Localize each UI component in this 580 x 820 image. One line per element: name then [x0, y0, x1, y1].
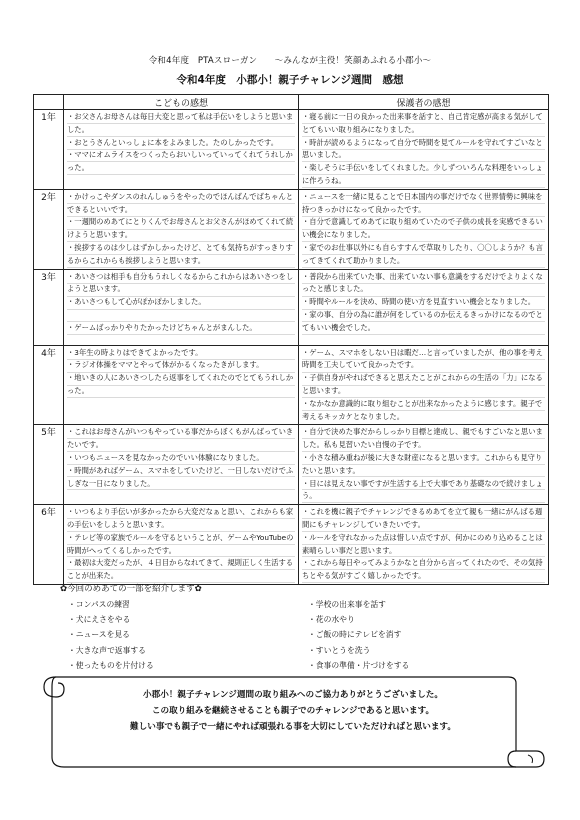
child-comment-cell	[64, 110, 299, 190]
child-comment-text: ・いつもより手伝いが多かったから大変だなぁと思い、これからも家の手伝いをしようと思います。 ・テレビ等の家族でルールを守るということが、ゲームやYouTubeの時間がへってくるしかったです。 ・最初は大変だったが、４日目からなれてきて、規則正しく生活することが出来た。	[67, 506, 295, 583]
goals-left-column	[68, 597, 308, 673]
child-comment-cell	[64, 505, 299, 585]
parent-comment-cell	[299, 110, 549, 190]
grade-cell: 2年	[34, 189, 64, 269]
parent-comment-cell	[299, 505, 549, 585]
pta-slogan: 令和4年度 PTAスローガン ～みんなが主役！笑顔あふれる小郡小～	[148, 56, 432, 66]
goals-intro: ✿今回のめあての一部を紹介します✿	[60, 584, 202, 594]
parent-column-header: 保護者の感想	[299, 95, 549, 110]
parent-comment-cell	[299, 345, 549, 425]
feedback-table	[33, 94, 549, 585]
closing-line: 難しい事でも親子で一緒にやれば頑張れる事を大切にしていただければと思います。	[130, 722, 456, 732]
parent-comment-text: ・自分で決めた事だからしっかり目標と達成し、親でもすごいなと思いました。私も見習いたい自慢の子です。 ・小さな積み重ねが後に大きな財産になると思います。これからも見守りたいと思います。 ・目には見えない事ですが生活する上で大事であり基礎なので続けましょう。	[302, 426, 545, 503]
goal-item: ・大きな声で返事する	[68, 645, 146, 655]
closing-message	[38, 687, 548, 735]
grade-cell: 1年	[34, 110, 64, 190]
parent-comment-cell	[299, 269, 549, 345]
child-comment-text: ・お父さんお母さんは毎日大変と思って私は手伝いをしようと思いました。 ・おとうさんといっしょに本をよみました。たのしかったです。 ・ママにオムライスをつくったらおいしいっていってくれてうれしかった。	[67, 111, 295, 175]
goals-list	[68, 597, 548, 673]
goal-item: ・花の水やり	[308, 615, 355, 625]
grade-cell: 5年	[34, 425, 64, 505]
table-row	[34, 345, 549, 425]
goal-item: ・犬にえさをやる	[68, 615, 131, 625]
table-row	[34, 425, 549, 505]
parent-comment-cell	[299, 425, 549, 505]
parent-comment-cell	[299, 189, 549, 269]
grade-cell: 3年	[34, 269, 64, 345]
goal-item: ・コンパスの練習	[68, 600, 130, 609]
goals-right-column	[308, 597, 409, 673]
grade-cell: 4年	[34, 345, 64, 425]
goal-item: ・ニュースを見る	[68, 630, 130, 640]
parent-comment-text: ・普段から出来ていた事、出来ていない事も意識をするだけでよりよくなったと感じました。 ・時間やルールを決め、時間の使い方を見直すいい機会となりました。 ・家の事、自分の為に誰が何をしているのか伝えるきっかけになるのでとてもいい機会でした。	[302, 271, 545, 335]
page-title: 令和4年度 小郡小！親子チャレンジ週間 感想	[176, 74, 404, 86]
grade-cell: 6年	[34, 505, 64, 585]
parent-comment-text: ・ニュースを一緒に見ることで日本国内の事だけでなく世界情勢に興味を持つきっかけになって良かったです。 ・自分で意識してめあてに取り組めていたので子供の成長を実感できるいい機会になりました。 ・家でのお仕事以外にも自らすすんで草取りしたり、〇〇しようか？も言ってきてくれて助かりました。	[302, 191, 545, 268]
parent-comment-text: ・これを機に親子でチャレンジできるめあてを立て親も一緒にがんばる週間にもチャレンジしていきたいです。 ・ルールを守れなかった点は惜しい点ですが、何かにのめり込めることは素晴らしい事だと思います。 ・これから毎日やってみようかなと自分から言ってくれたので、その気持ちとやる気がすごく嬉しかったです。	[302, 506, 545, 583]
goal-item: ・食事の準備・片づけをする	[308, 660, 410, 670]
closing-line: この取り組みを継続させることも親子でのチャレンジであると思います。	[151, 706, 435, 716]
child-comment-cell	[64, 269, 299, 345]
goal-item: ・使ったものを片付ける	[68, 660, 154, 670]
closing-scroll-banner	[38, 663, 548, 773]
table-row	[34, 269, 549, 345]
child-comment-text: ・3年生の時よりはできてよかったです。 ・ラジオ体操をママとやって体がかるくなったきがします。 ・地いきの人にあいさつしたら返事をしてくれたのでとてもうれしかった。	[67, 347, 295, 398]
table-row	[34, 505, 549, 585]
table-row	[34, 189, 549, 269]
child-comment-cell	[64, 189, 299, 269]
goal-item: ・学校の出来事を話す	[308, 600, 386, 609]
table-row	[34, 110, 549, 190]
goal-item: ・すいとうを洗う	[308, 645, 371, 655]
child-comment-text: ・これはお母さんがいつもやっている事だからぼくもがんばっていきたいです。 ・いつもニュースを見なかったのでいい体験になりました。 ・時間があればゲーム、スマホをしていたけど、一日しないだけでふしぎな一日になりました。	[67, 426, 295, 490]
child-comment-text: ・あいさつは相手も自分もうれしくなるからこれからはあいさつをしようと思います。 ・あいさつもして心がぽかぽかしました。 ・ゲームばっかりやりたかったけどちゃんとがまんした。	[67, 271, 295, 335]
closing-line: 小郡小！親子チャレンジ週間の取り組みへのご協力ありがとうございました。	[143, 690, 443, 700]
grade-column-header	[34, 95, 64, 110]
table-header-row	[34, 95, 549, 110]
parent-comment-text: ・寝る前に一日の良かった出来事を話すと、自己肯定感が高まる気がしてとてもいい取り組みになりました。 ・時計が読めるようになって自分で時間を見てルールを守れてすごいなと思いました。 ・楽しそうに手伝いをしてくれました。少しずついろんな料理をいっしょに作ろうね。	[302, 111, 545, 188]
child-comment-text: ・かけっこやダンスのれんしゅうをやったのでほんばんでばちゃんとできるといいです。 ・一週間のめあてにとりくんでお母さんとお父さんがほめてくれて続けようと思います。 ・挨拶するのは少しはずかしかったけど、とても気持ちがすっきりするからこれからも挨拶しようと思います。	[67, 191, 295, 268]
goal-item: ・ご飯の時にテレビを消す	[308, 630, 402, 640]
child-column-header: こどもの感想	[64, 95, 299, 110]
child-comment-cell	[64, 425, 299, 505]
child-comment-cell	[64, 345, 299, 425]
parent-comment-text: ・ゲーム、スマホをしない日は暇だ…と言っていましたが、他の事を考え時間を工夫していて良かったです。 ・子供自身がやればできると思えたことがこれからの生活の「力」になると思います。 ・なかなか意識的に取り組むことが出来なかったように感じます。親子で考えるキッカケとなりました。	[302, 347, 545, 424]
